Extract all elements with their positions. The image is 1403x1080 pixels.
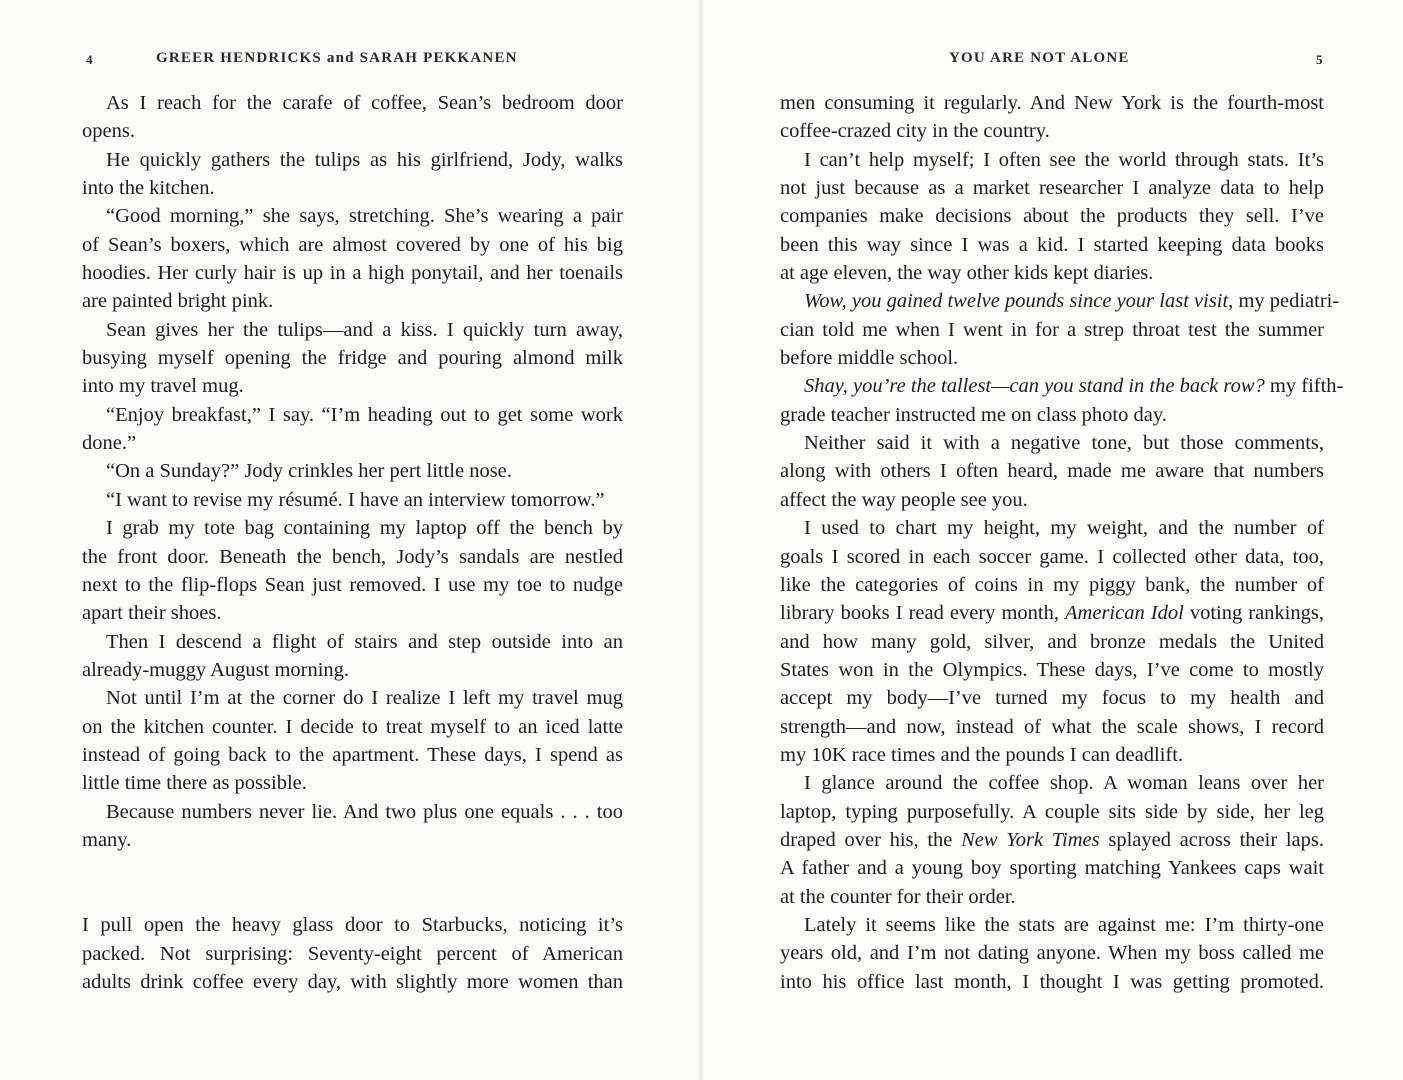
- text-line: along with others I often heard, made me aware that numbers: [780, 460, 1324, 483]
- text-line: instead of going back to the apartment. These days, I spend as: [82, 743, 623, 766]
- text-line: many.: [82, 828, 132, 851]
- text-line: Then I descend a flight of stairs and step outside into an: [106, 630, 623, 653]
- text-line: Because numbers never lie. And two plus one equals . . . too: [106, 800, 623, 823]
- paragraph: [82, 457, 623, 485]
- text-span: draped over his, the: [780, 828, 962, 851]
- right-page: [701, 0, 1403, 1080]
- italic-text: Shay, you’re the tallest—can you stand in the back row?: [804, 375, 1265, 398]
- text-line: He quickly gathers the tulips as his girlfriend, Jody, walks: [106, 148, 623, 171]
- text-line: into the kitchen.: [82, 177, 215, 200]
- text-line: on the kitchen counter. I decide to treat myself to an iced latte: [82, 715, 623, 738]
- text-line: of Sean’s boxers, which are almost covered by one of his big: [82, 233, 623, 256]
- page-number: 4: [86, 52, 93, 67]
- text-line: busying myself opening the fridge and pouring almond milk: [82, 347, 623, 370]
- text-line: Not until I’m at the corner do I realize I left my travel mug: [106, 687, 623, 710]
- text-line: [780, 599, 1324, 627]
- text-line: been this way since I was a kid. I started keeping data books: [780, 233, 1324, 256]
- paragraph: [780, 769, 1324, 911]
- text-line: “I want to revise my résumé. I have an interview tomorrow.”: [106, 488, 605, 511]
- text-line: coffee-crazed city in the country.: [780, 120, 1050, 143]
- text-line: [780, 372, 1344, 400]
- paragraph: [82, 316, 623, 401]
- text-line: Lately it seems like the stats are against me: I’m thirty-one: [804, 913, 1324, 936]
- paragraph: [780, 372, 1344, 429]
- paragraph: [82, 89, 623, 146]
- text-line: [780, 826, 1324, 854]
- text-span: splayed across their laps.: [1099, 828, 1324, 851]
- text-line: companies make decisions about the products they sell. I’ve: [780, 205, 1324, 228]
- text-line: accept my body—I’ve turned my focus to my health and: [780, 687, 1324, 710]
- text-line: the front door. Beneath the bench, Jody’s sandals are nestled: [82, 545, 623, 568]
- paragraph: [780, 911, 1324, 996]
- text-line: done.”: [82, 432, 137, 455]
- body-text: [82, 89, 623, 996]
- text-line: are painted bright pink.: [82, 290, 274, 313]
- text-line: cian told me when I went in for a strep throat test the summer: [780, 318, 1324, 341]
- paragraph: [82, 486, 623, 514]
- text-line: into his office last month, I thought I was getting promoted.: [780, 970, 1324, 993]
- text-line: A father and a young boy sporting matching Yankees caps wait: [780, 857, 1324, 880]
- text-line: goals I scored in each soccer game. I collected other data, too,: [780, 545, 1324, 568]
- text-line: I pull open the heavy glass door to Starbucks, noticing it’s: [82, 914, 623, 937]
- text-line: Neither said it with a negative tone, but those comments,: [804, 432, 1324, 455]
- paragraph: [82, 798, 623, 855]
- text-line: I glance around the coffee shop. A woman leans over her: [804, 772, 1324, 795]
- text-line: laptop, typing purposefully. A couple sits side by side, her leg: [780, 800, 1324, 823]
- text-line: my 10K race times and the pounds I can deadlift.: [780, 743, 1184, 766]
- paragraph: [82, 514, 623, 627]
- text-line: before middle school.: [780, 347, 959, 370]
- text-line: not just because as a market researcher I analyze data to help: [780, 177, 1324, 200]
- left-page: [0, 0, 701, 1080]
- text-line: strength—and now, instead of what the scale shows, I record: [780, 715, 1324, 738]
- text-line: “On a Sunday?” Jody crinkles her pert little nose.: [106, 460, 512, 483]
- text-line: into my travel mug.: [82, 375, 244, 398]
- paragraph: [780, 287, 1340, 372]
- paragraph: [82, 202, 623, 315]
- paragraph: [82, 911, 623, 996]
- paragraph: [780, 89, 1324, 146]
- text-line: grade teacher instructed me on class photo day.: [780, 403, 1167, 426]
- text-line: packed. Not surprising: Seventy-eight percent of American: [82, 942, 623, 965]
- text-line: adults drink coffee every day, with slightly more women than: [82, 970, 623, 993]
- paragraph: [82, 146, 623, 203]
- book-gutter: [699, 0, 703, 1080]
- text-line: “Good morning,” she says, stretching. She’s wearing a pair: [106, 205, 623, 228]
- text-line: I can’t help myself; I often see the world through stats. It’s: [804, 148, 1324, 171]
- paragraph: [82, 628, 623, 685]
- text-line: and how many gold, silver, and bronze medals the United: [780, 630, 1324, 653]
- body-text: [780, 89, 1344, 996]
- text-span: my pediatri-: [1233, 290, 1340, 313]
- page-number: 5: [1316, 52, 1323, 67]
- running-head-title: YOU ARE NOT ALONE: [949, 50, 1130, 66]
- text-line: I used to chart my height, my weight, and the number of: [804, 517, 1324, 540]
- text-line: [780, 287, 1340, 315]
- text-line: men consuming it regularly. And New York is the fourth-most: [780, 92, 1324, 114]
- text-line: little time there as possible.: [82, 772, 307, 795]
- text-line: States won in the Olympics. These days, I’ve come to mostly: [780, 658, 1324, 681]
- text-line: at age eleven, the way other kids kept diaries.: [780, 262, 1154, 285]
- text-line: Sean gives her the tulips—and a kiss. I quickly turn away,: [106, 318, 623, 341]
- text-span: library books I read every month,: [780, 602, 1066, 625]
- text-line: “Enjoy breakfast,” I say. “I’m heading out to get some work: [106, 403, 623, 426]
- running-head-authors: GREER HENDRICKS and SARAH PEKKANEN: [156, 50, 518, 66]
- paragraph: [780, 429, 1324, 514]
- paragraph: [780, 146, 1324, 288]
- italic-text: New York Times: [961, 828, 1100, 851]
- italic-text: American Idol: [1065, 602, 1184, 625]
- text-line: next to the flip-flops Sean just removed. I use my toe to nudge: [82, 573, 623, 596]
- text-line: apart their shoes.: [82, 602, 222, 625]
- text-line: affect the way people see you.: [780, 488, 1028, 511]
- text-line: like the categories of coins in my piggy bank, the number of: [780, 573, 1324, 596]
- paragraph: [82, 401, 623, 458]
- paragraph: [82, 684, 623, 797]
- text-span: voting rankings,: [1183, 602, 1324, 625]
- text-line: already-muggy August morning.: [82, 658, 350, 681]
- paragraph: [780, 514, 1324, 769]
- text-line: As I reach for the carafe of coffee, Sean’s bedroom door: [106, 92, 623, 114]
- text-line: at the counter for their order.: [780, 885, 1016, 908]
- text-line: I grab my tote bag containing my laptop off the bench by: [106, 517, 623, 540]
- text-line: opens.: [82, 120, 135, 143]
- italic-text: Wow, you gained twelve pounds since your last visit,: [804, 290, 1234, 313]
- text-line: years old, and I’m not dating anyone. When my boss called me: [780, 942, 1324, 965]
- text-span: my fifth-: [1264, 375, 1344, 398]
- text-line: hoodies. Her curly hair is up in a high ponytail, and her toenails: [82, 262, 623, 285]
